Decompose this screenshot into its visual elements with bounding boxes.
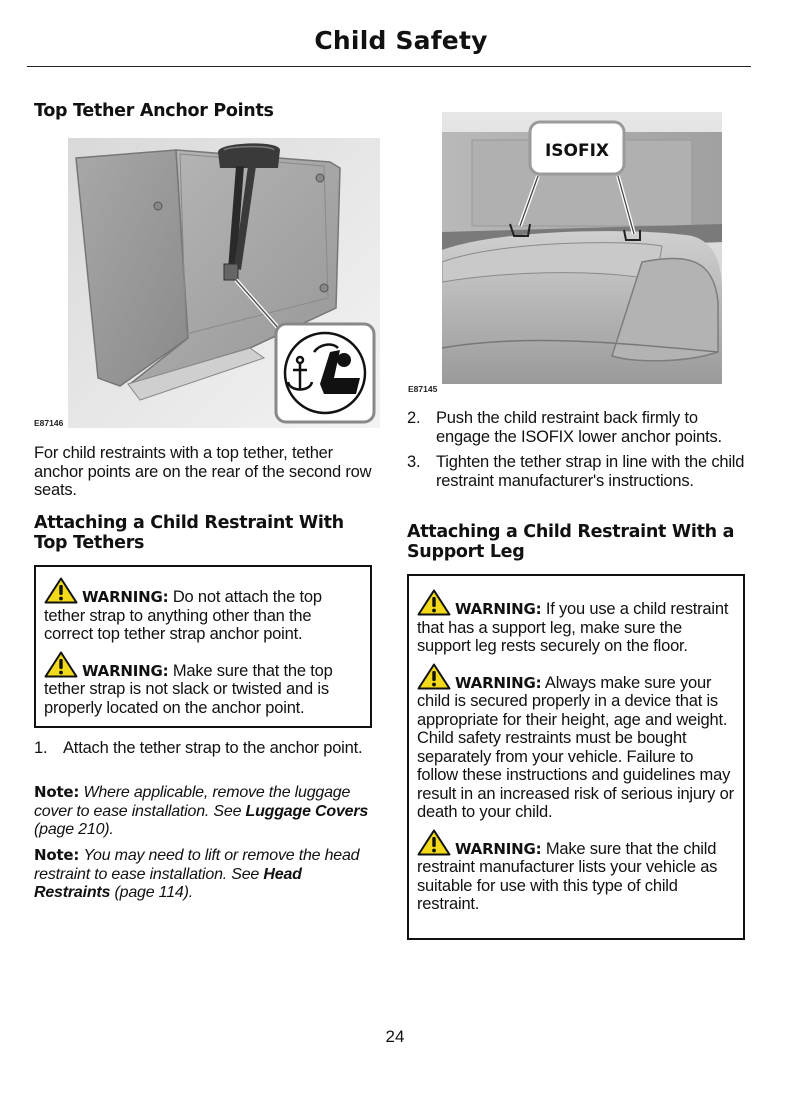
warning-text: Make sure that the top tether strap is not slack or twisted and is properly located on the anchor point. (44, 661, 333, 717)
warning-icon (417, 663, 451, 690)
warning-item (417, 589, 735, 656)
note-label: Note: (34, 783, 80, 801)
intro-text: For child restraints with a top tether, tether anchor points are on the rear of the second row seats. (34, 444, 372, 499)
warning-icon (417, 589, 451, 616)
warning-text: Always make sure your child is secured properly in a device that is appropriate for their height, age and weight. Child safety restraints must be bought separately from your vehicle. Failure to follow these instructions and guidelines may result in an increased risk of serious injury or death to your child. (417, 673, 734, 821)
warning-text: Make sure that the child restraint manufacturer lists your vehicle as suitable for use with this type of child restraint. (417, 839, 718, 913)
note-item (34, 846, 374, 903)
step-item (34, 739, 369, 758)
page-number: 24 (385, 1027, 405, 1046)
warning-keyword: WARNING: (455, 839, 542, 858)
heading-support-leg: Attaching a Child Restraint With a Support Leg (407, 522, 735, 562)
step-number: 3. (407, 453, 421, 471)
note-reference-link[interactable]: Luggage Covers (245, 802, 369, 820)
step-item (407, 409, 752, 446)
warning-keyword: WARNING: (82, 588, 169, 606)
step-text: Attach the tether strap to the anchor point. (63, 739, 363, 757)
step-item (407, 453, 752, 490)
warning-text: Do not attach the top tether strap to anything other than the correct top tether strap anchor point. (44, 588, 322, 643)
top-tether-figure (68, 138, 380, 428)
warning-icon (44, 577, 78, 604)
warning-item (44, 577, 362, 644)
figure-caption-right: E87145 (408, 384, 438, 394)
warning-box-right (407, 574, 745, 940)
heading-top-tether: Top Tether Anchor Points (34, 101, 274, 121)
figure-caption-left: E87146 (34, 418, 64, 428)
note-text: You may need to lift or remove the head restraint to ease installation. See (34, 847, 360, 883)
note-page-ref: (page 114). (114, 884, 193, 901)
warning-item (417, 829, 735, 914)
note-page-ref: (page 210). (34, 821, 114, 838)
step-text: Tighten the tether strap in line with the child restraint manufacturer's instructions. (436, 453, 745, 490)
warning-text: If you use a child restraint that has a support leg, make sure the support leg rests securely on the floor. (417, 600, 729, 655)
warning-box-left (34, 565, 372, 728)
warning-item (44, 651, 362, 718)
warning-keyword: WARNING: (82, 661, 169, 680)
note-text: Where applicable, remove the luggage cover to ease installation. See (34, 784, 351, 820)
note-reference-link[interactable]: Head Restraints (34, 865, 302, 901)
isofix-label: ISOFIX (544, 141, 610, 161)
note-label: Note: (34, 846, 80, 864)
step-number: 1. (34, 739, 48, 757)
warning-icon (417, 829, 451, 856)
warning-keyword: WARNING: (455, 673, 542, 692)
step-text: Push the child restraint back firmly to engage the ISOFIX lower anchor points. (436, 409, 722, 446)
page-title: Child Safety (314, 26, 488, 55)
note-item (34, 783, 374, 840)
warning-icon (44, 651, 78, 678)
heading-attaching-top-tether: Attaching a Child Restraint With Top Tethers (34, 513, 344, 553)
step-number: 2. (407, 409, 421, 427)
warning-keyword: WARNING: (455, 600, 542, 618)
isofix-figure (442, 112, 722, 384)
warning-item (417, 663, 735, 822)
title-rule (27, 66, 751, 67)
